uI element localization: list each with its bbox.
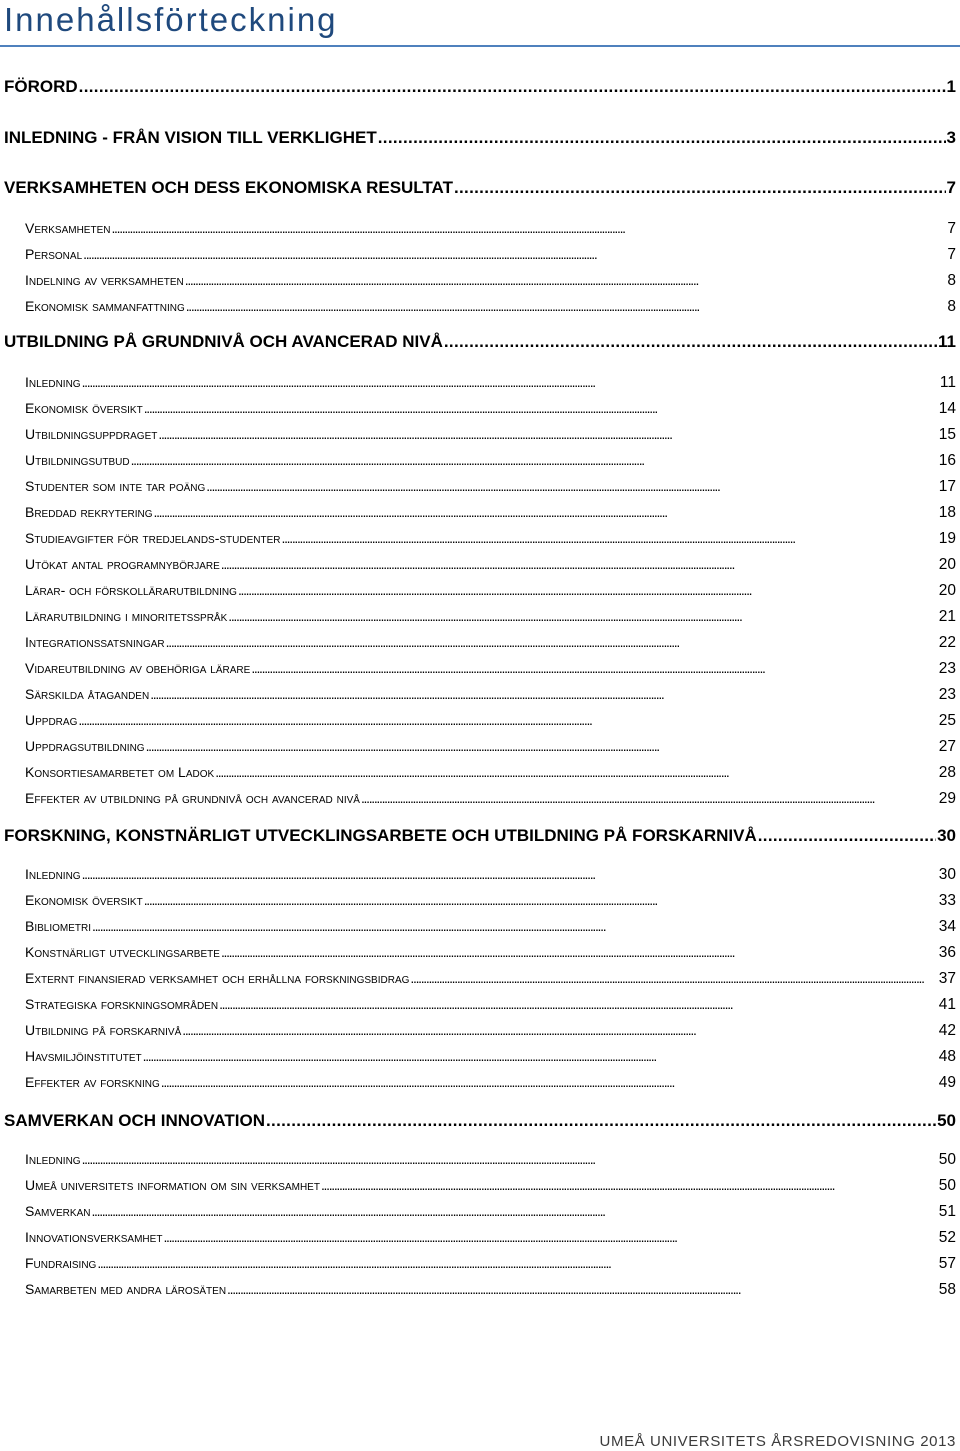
toc-entry[interactable] — [25, 298, 956, 316]
toc-entry[interactable] — [25, 764, 956, 782]
toc-entry[interactable] — [4, 826, 956, 846]
toc-entry-label: Inledning — [25, 374, 81, 390]
toc-entry[interactable] — [4, 332, 956, 352]
toc-dot-leader — [78, 712, 937, 728]
toc-entry-page: 49 — [938, 1074, 956, 1091]
toc-entry[interactable] — [4, 1111, 956, 1131]
toc-entry[interactable] — [25, 738, 956, 756]
toc-dot-leader — [131, 452, 938, 468]
toc-entry-page: 11 — [939, 374, 956, 391]
toc-dot-leader — [97, 1255, 937, 1271]
toc-entry-label: FÖRORD — [4, 77, 78, 96]
toc-entry-label: Särskilda åtaganden — [25, 686, 150, 702]
toc-entry-page: 7 — [946, 178, 956, 197]
toc-entry[interactable] — [25, 1203, 956, 1221]
toc-entry-page: 41 — [938, 996, 956, 1013]
toc-dot-leader — [221, 944, 938, 960]
toc-entry-page: 23 — [938, 686, 956, 703]
toc-entry-label: Studieavgifter för tredjelands-studenter — [25, 530, 281, 546]
toc-entry-label: Umeå universitets information om sin verksamhet — [25, 1177, 320, 1193]
toc-dot-leader — [221, 556, 938, 572]
toc-entry-page: 15 — [938, 426, 956, 443]
toc-entry-page: 25 — [938, 712, 956, 729]
toc-dot-leader — [185, 272, 947, 288]
toc-entry[interactable] — [25, 1048, 956, 1066]
toc-entry[interactable] — [25, 712, 956, 730]
toc-dot-leader — [82, 374, 939, 390]
toc-entry-label: Samarbeten med andra lärosäten — [25, 1281, 227, 1297]
toc-entry-page: 16 — [938, 452, 956, 469]
toc-entry-label: Innovationsverksamhet — [25, 1229, 163, 1245]
toc-entry[interactable] — [25, 1255, 956, 1273]
toc-entry-label: Fundraising — [25, 1255, 97, 1271]
toc-entry-label: Inledning — [25, 866, 81, 882]
toc-entry[interactable] — [25, 1151, 956, 1169]
toc-entry-label: Ekonomisk sammanfattning — [25, 298, 185, 314]
toc-entry-page: 23 — [938, 660, 956, 677]
toc-dot-leader — [238, 582, 938, 598]
toc-dot-leader — [83, 246, 946, 262]
toc-entry-label: Utökat antal programnybörjare — [25, 556, 220, 572]
toc-entry-page: 42 — [938, 1022, 956, 1039]
toc-entry[interactable] — [25, 608, 956, 626]
toc-entry[interactable] — [25, 582, 956, 600]
toc-entry[interactable] — [25, 556, 956, 574]
toc-entry-page: 37 — [938, 970, 956, 987]
toc-entry-page: 33 — [938, 892, 956, 909]
toc-entry-page: 20 — [938, 582, 956, 599]
toc-entry-page: 17 — [938, 478, 956, 495]
toc-dot-leader — [219, 996, 938, 1012]
toc-entry[interactable] — [25, 220, 956, 238]
toc-dot-leader — [361, 790, 938, 806]
toc-entry[interactable] — [4, 77, 956, 97]
toc-entry-label: Inledning — [25, 1151, 81, 1167]
toc-entry-page: 7 — [947, 220, 956, 237]
toc-entry-page: 58 — [938, 1281, 956, 1298]
toc-entry-label: Utbildningsuppdraget — [25, 426, 158, 442]
toc-entry[interactable] — [25, 1074, 956, 1092]
toc-dot-leader — [163, 1229, 937, 1245]
toc-entry[interactable] — [25, 530, 956, 548]
toc-dot-leader — [92, 918, 938, 934]
toc-entry-label: Havsmiljöinstitutet — [25, 1048, 142, 1064]
toc-dot-leader — [215, 764, 938, 780]
toc-dot-leader — [378, 128, 946, 148]
toc-entry-page: 36 — [938, 944, 956, 961]
toc-entry[interactable] — [25, 426, 956, 444]
toc-entry-label: Samverkan — [25, 1203, 91, 1219]
toc-dot-leader — [161, 1074, 938, 1090]
toc-dot-leader — [182, 1022, 938, 1038]
toc-entry-page: 19 — [938, 530, 956, 547]
toc-entry-page: 21 — [938, 608, 956, 625]
toc-entry[interactable] — [25, 634, 956, 652]
toc-entry-page: 8 — [947, 272, 956, 289]
toc-entry-page: 30 — [937, 826, 956, 845]
toc-dot-leader — [206, 478, 937, 494]
toc-entry[interactable] — [4, 128, 956, 148]
toc-entry-page: 28 — [938, 764, 956, 781]
toc-entry[interactable] — [25, 918, 956, 936]
toc-entry-page: 48 — [938, 1048, 956, 1065]
toc-dot-leader — [282, 530, 938, 546]
toc-entry-label: SAMVERKAN OCH INNOVATION — [4, 1111, 265, 1130]
toc-entry-label: Utbildningsutbud — [25, 452, 130, 468]
toc-entry-label: Konsortiesamarbetet om Ladok — [25, 764, 215, 780]
toc-entry-label: Indelning av verksamheten — [25, 272, 184, 288]
toc-entry[interactable] — [25, 478, 956, 496]
toc-entry[interactable] — [25, 944, 956, 962]
toc-entry-page: 22 — [938, 634, 956, 651]
toc-entry[interactable] — [25, 660, 956, 678]
toc-entry-label: Verksamheten — [25, 220, 111, 236]
toc-entry[interactable] — [25, 866, 956, 884]
page-title: Innehållsförteckning — [4, 1, 338, 38]
toc-dot-leader — [454, 178, 946, 198]
toc-dot-leader — [82, 866, 938, 882]
toc-dot-leader — [146, 738, 938, 754]
toc-entry-label: VERKSAMHETEN OCH DESS EKONOMISKA RESULTAT — [4, 178, 453, 197]
toc-entry[interactable] — [25, 400, 956, 418]
toc-dot-leader — [82, 1151, 938, 1167]
toc-dot-leader — [758, 826, 936, 846]
toc-entry[interactable] — [25, 790, 956, 808]
page-footer: UMEÅ UNIVERSITETS ÅRSREDOVISNING 2013 — [599, 1433, 956, 1450]
toc-entry-label: Lärar- och förskollärarutbildning — [25, 582, 237, 598]
toc-dot-leader — [154, 504, 938, 520]
toc-dot-leader — [186, 298, 947, 314]
toc-entry-page: 57 — [938, 1255, 956, 1272]
toc-entry-label: Ekonomisk översikt — [25, 892, 143, 908]
toc-entry-label: Konstnärligt utvecklingsarbete — [25, 944, 220, 960]
toc-entry-page: 11 — [938, 332, 956, 351]
toc-dot-leader — [143, 1048, 938, 1064]
toc-entry-label: Ekonomisk översikt — [25, 400, 143, 416]
toc-entry-page: 1 — [946, 77, 956, 96]
toc-dot-leader — [166, 634, 938, 650]
toc-entry-page: 27 — [938, 738, 956, 755]
toc-entry-page: 7 — [947, 246, 956, 263]
toc-entry[interactable] — [25, 1177, 956, 1195]
toc-entry-page: 14 — [938, 400, 956, 417]
title-divider — [0, 45, 960, 47]
toc-entry-page: 20 — [938, 556, 956, 573]
toc-entry-page: 30 — [938, 866, 956, 883]
toc-entry-page: 51 — [938, 1203, 956, 1220]
toc-entry-label: Strategiska forskningsområden — [25, 996, 219, 1012]
toc-entry[interactable] — [25, 970, 956, 988]
toc-dot-leader — [144, 892, 938, 908]
toc-dot-leader — [444, 332, 937, 352]
toc-entry-label: Effekter av forskning — [25, 1074, 160, 1090]
toc-entry-label: Personal — [25, 246, 83, 262]
toc-dot-leader — [111, 220, 946, 236]
toc-entry-label: INLEDNING - FRÅN VISION TILL VERKLIGHET — [4, 128, 377, 147]
toc-entry-page: 34 — [938, 918, 956, 935]
toc-entry-label: FORSKNING, KONSTNÄRLIGT UTVECKLINGSARBETE OCH UTBILDNING PÅ FORSKARNIVÅ — [4, 826, 757, 845]
toc-entry-label: Vidareutbildning av obehöriga lärare — [25, 660, 251, 676]
toc-entry-page: 29 — [938, 790, 956, 807]
toc-dot-leader — [228, 608, 937, 624]
toc-entry[interactable] — [25, 374, 956, 392]
toc-entry-page: 18 — [938, 504, 956, 521]
toc-entry-label: UTBILDNING PÅ GRUNDNIVÅ OCH AVANCERAD NIVÅ — [4, 332, 443, 351]
toc-entry[interactable] — [25, 452, 956, 470]
toc-dot-leader — [150, 686, 938, 702]
toc-entry-label: Lärarutbildning i minoritetsspråk — [25, 608, 228, 624]
toc-entry[interactable] — [25, 996, 956, 1014]
toc-entry[interactable] — [25, 272, 956, 290]
toc-dot-leader — [227, 1281, 938, 1297]
toc-dot-leader — [79, 77, 946, 97]
toc-dot-leader — [251, 660, 937, 676]
toc-entry[interactable] — [25, 1022, 956, 1040]
toc-dot-leader — [91, 1203, 937, 1219]
toc-dot-leader — [158, 426, 937, 442]
toc-dot-leader — [410, 970, 937, 986]
toc-entry[interactable] — [25, 1281, 956, 1299]
toc-entry[interactable] — [25, 246, 956, 264]
toc-entry-page: 52 — [938, 1229, 956, 1246]
toc-entry-page: 50 — [938, 1151, 956, 1168]
toc-entry[interactable] — [25, 686, 956, 704]
toc-entry-label: Effekter av utbildning på grundnivå och avancerad nivå — [25, 790, 360, 806]
toc-entry[interactable] — [25, 1229, 956, 1247]
toc-entry-label: Uppdragsutbildning — [25, 738, 145, 754]
toc-entry[interactable] — [4, 178, 956, 198]
toc-entry-page: 3 — [946, 128, 956, 147]
toc-entry-label: Breddad rekrytering — [25, 504, 153, 520]
toc-entry[interactable] — [25, 504, 956, 522]
toc-entry-page: 50 — [937, 1111, 956, 1130]
toc-entry-page: 50 — [938, 1177, 956, 1194]
toc-entry-page: 8 — [947, 298, 956, 315]
toc-dot-leader — [321, 1177, 938, 1193]
toc-entry-label: Integrationssatsningar — [25, 634, 165, 650]
toc-dot-leader — [144, 400, 938, 416]
toc-entry-label: Studenter som inte tar poäng — [25, 478, 206, 494]
toc-entry-label: Bibliometri — [25, 918, 92, 934]
toc-dot-leader — [266, 1111, 936, 1131]
toc-entry-label: Externt finansierad verksamhet och erhållna forskningsbidrag — [25, 970, 410, 986]
toc-entry-label: Uppdrag — [25, 712, 78, 728]
toc-entry[interactable] — [25, 892, 956, 910]
toc-entry-label: Utbildning på forskarnivå — [25, 1022, 182, 1038]
